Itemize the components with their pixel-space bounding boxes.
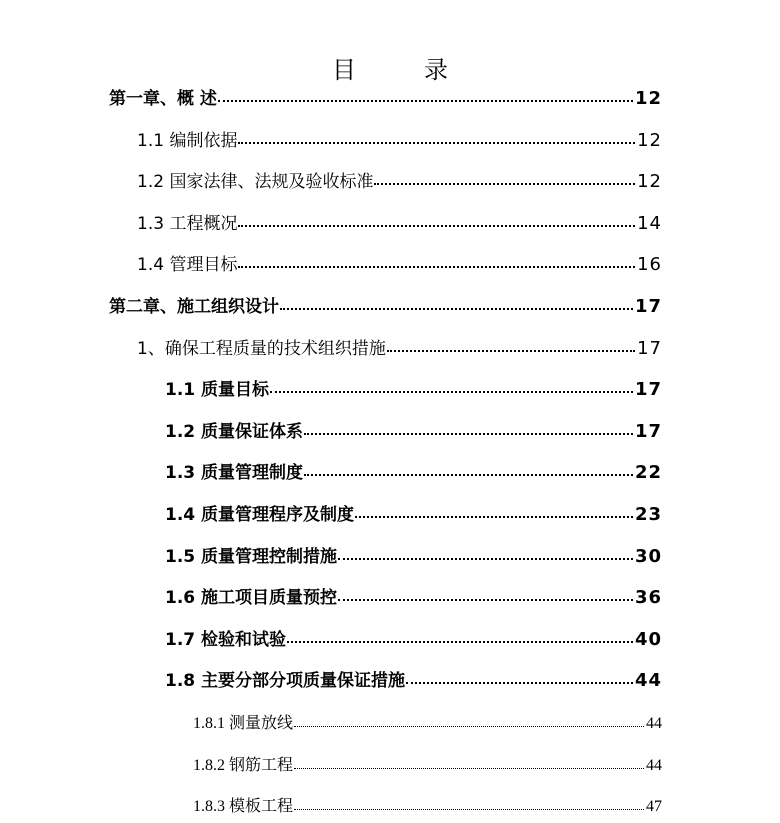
toc-entry-label: 1.4 质量管理程序及制度: [165, 505, 355, 525]
toc-entry-page-number: 44: [634, 670, 662, 692]
dot-leader: [406, 682, 633, 684]
toc-entry-page-number: 14: [637, 212, 662, 234]
toc-entry-label: 1.1 编制依据: [137, 130, 238, 151]
toc-entry[interactable]: [165, 580, 662, 608]
toc-entry[interactable]: [137, 331, 662, 359]
toc-entry-page-number: 12: [637, 129, 662, 151]
toc-entry-page-number: 17: [637, 337, 662, 359]
toc-entry-label: 1.7 检验和试验: [165, 629, 287, 650]
toc-entry-label: 1.3 质量管理制度: [165, 463, 304, 484]
toc-entry-page-number: 36: [634, 587, 662, 609]
dot-leader: [338, 558, 633, 560]
toc-entry[interactable]: [137, 164, 662, 192]
toc-entry-page-number: 44: [646, 715, 662, 732]
dot-leader: [304, 474, 633, 476]
dot-leader: [294, 726, 644, 727]
toc-entry-label: 1.2 质量保证体系: [165, 421, 304, 442]
dot-leader: [294, 809, 644, 810]
toc-entry[interactable]: [193, 788, 662, 816]
toc-entry[interactable]: [109, 289, 662, 317]
toc-entry-label: 1.5 质量管理控制措施: [165, 546, 338, 567]
dot-leader: [294, 768, 644, 769]
toc-entry[interactable]: [165, 622, 662, 650]
toc-entry[interactable]: [165, 414, 662, 442]
toc-entry-page-number: 12: [634, 88, 662, 109]
toc-entry-label: 1.6 施工项目质量预控: [165, 588, 338, 609]
dot-leader: [355, 516, 633, 518]
toc-entry[interactable]: [193, 747, 662, 775]
toc-entry-page-number: 44: [646, 756, 662, 774]
toc-entry-label: 1.8.3 模板工程: [193, 798, 294, 816]
toc-entry[interactable]: [137, 247, 662, 275]
toc-entry-label: 1.1 质量目标: [165, 380, 270, 401]
toc-entry-label: 1.8 主要分部分项质量保证措施: [165, 671, 406, 692]
toc-entry-page-number: 40: [634, 628, 662, 650]
dot-leader: [374, 183, 635, 185]
toc-entry[interactable]: [137, 123, 662, 151]
dot-leader: [280, 308, 633, 310]
toc-entry[interactable]: [137, 206, 662, 234]
toc-entry[interactable]: [165, 539, 662, 567]
dot-leader: [218, 100, 633, 102]
toc-entry-label: 第二章、施工组织设计: [109, 297, 279, 317]
toc-entry-page-number: 17: [634, 379, 662, 401]
toc-entry[interactable]: [165, 455, 662, 483]
toc-entry-page-number: 17: [634, 296, 662, 317]
toc-entry-page-number: 22: [634, 462, 662, 484]
toc-entry[interactable]: [165, 497, 662, 525]
dot-leader: [238, 266, 635, 268]
toc-entry-label: 1.8.2 钢筋工程: [193, 756, 294, 774]
page-title: 目 录: [332, 56, 470, 85]
toc-entry-page-number: 30: [634, 545, 662, 567]
toc-entry[interactable]: [109, 81, 662, 109]
toc-entry-page-number: 12: [637, 171, 662, 193]
dot-leader: [287, 641, 633, 643]
toc-entry-label: 1.3 工程概况: [137, 213, 238, 234]
toc-entry-page-number: 17: [634, 420, 662, 442]
dot-leader: [270, 391, 633, 393]
toc-entry-label: 第一章、概 述: [109, 89, 217, 109]
toc-entry-page-number: 23: [634, 504, 662, 525]
dot-leader: [238, 142, 635, 144]
toc-entry[interactable]: [165, 372, 662, 400]
toc-entry-label: 1.8.1 测量放线: [193, 715, 294, 732]
dot-leader: [238, 225, 635, 227]
dot-leader: [387, 350, 635, 352]
toc-entry-page-number: 47: [646, 798, 662, 816]
toc-entry-label: 1.2 国家法律、法规及验收标准: [137, 172, 374, 193]
toc-entry-label: 1、确保工程质量的技术组织措施: [137, 338, 386, 359]
dot-leader: [338, 599, 633, 601]
dot-leader: [304, 433, 633, 435]
toc-entry-page-number: 16: [637, 254, 662, 276]
toc-entry[interactable]: [193, 705, 662, 733]
toc-entry[interactable]: [165, 663, 662, 691]
toc-entry-label: 1.4 管理目标: [137, 255, 238, 276]
